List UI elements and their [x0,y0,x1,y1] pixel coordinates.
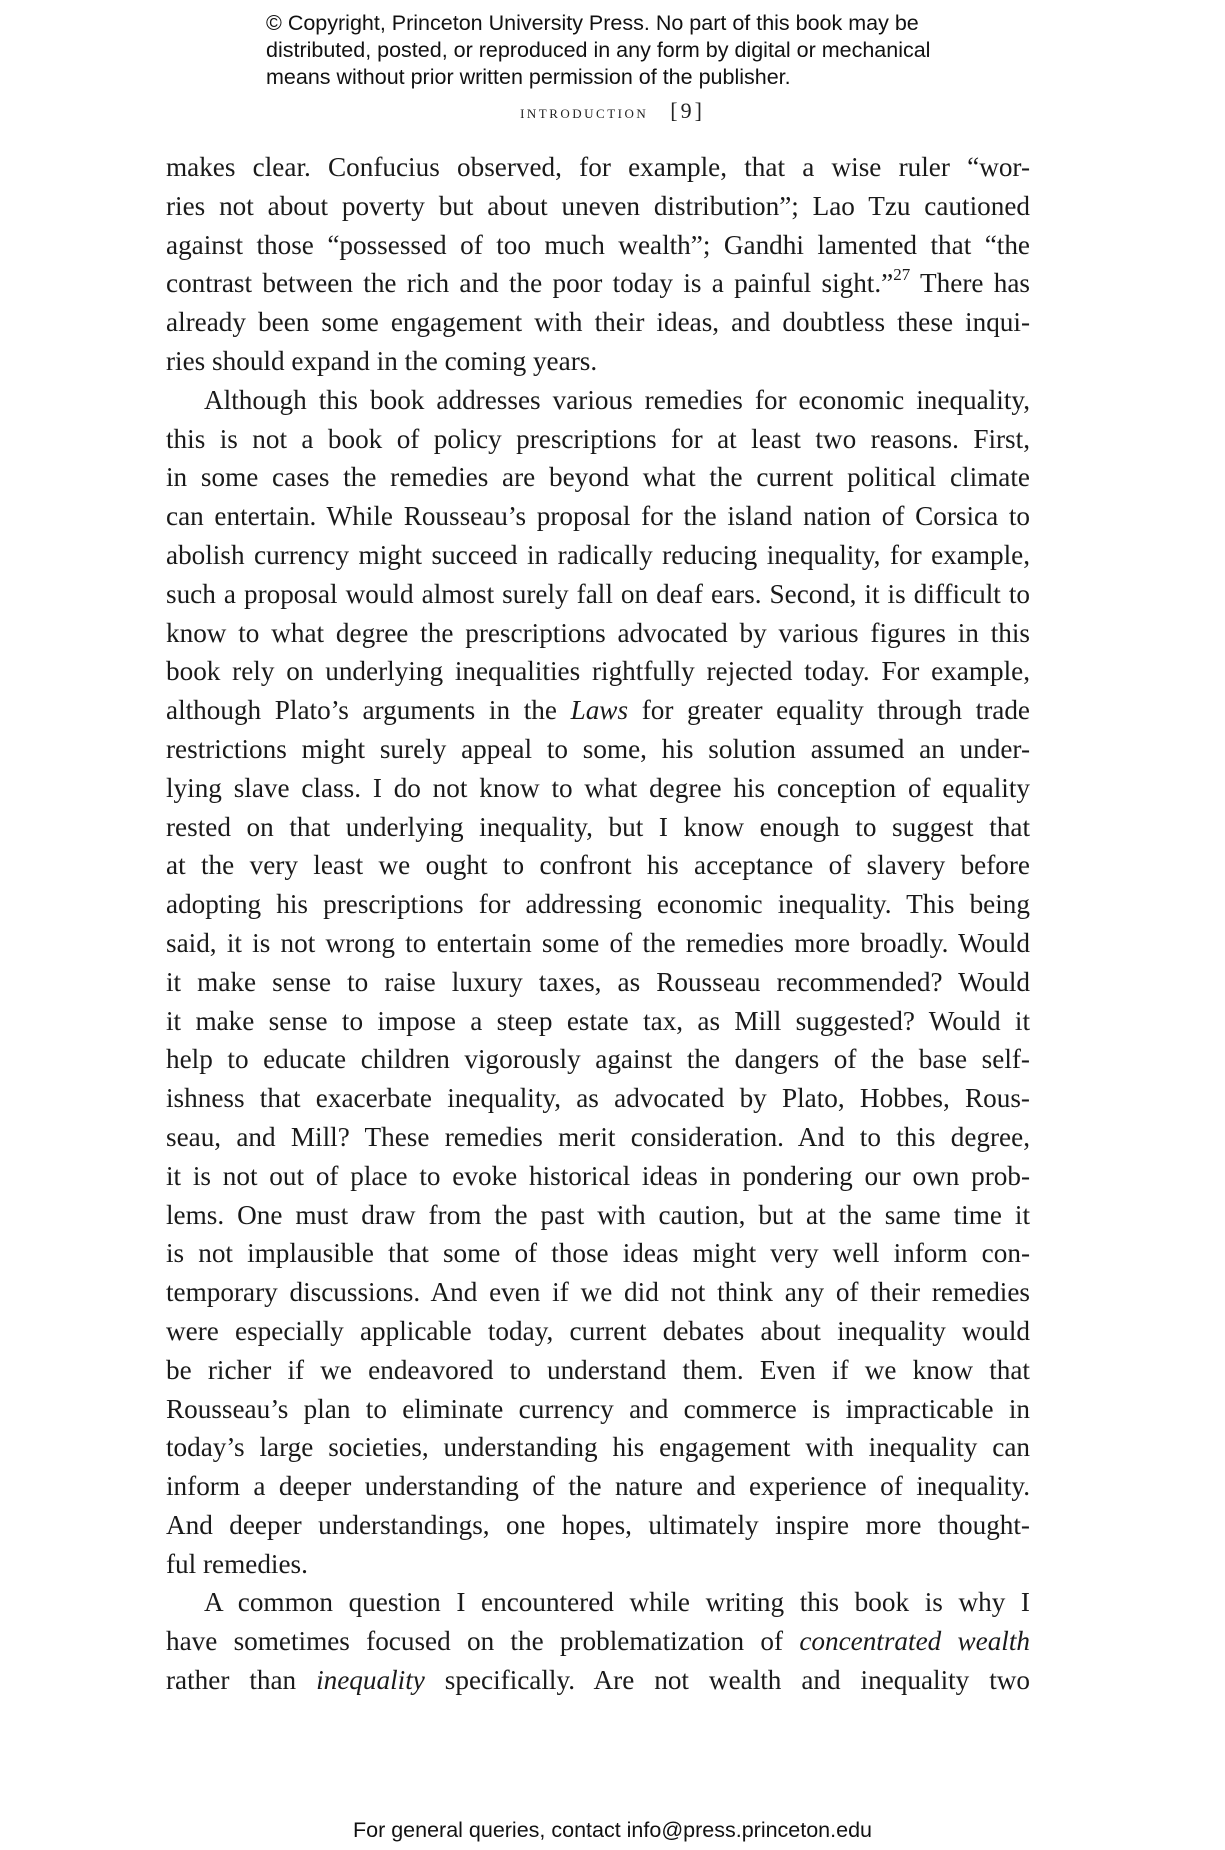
text-line: such a proposal would almost surely fall on deaf ears. Second, it is difficult to [166,578,1030,609]
section-title: introduction [520,102,649,123]
body-text [166,148,1030,1700]
text-run: contrast between the rich and the poor today is a painful sight.” [166,268,894,299]
copyright-line: means without prior written permission of the publisher. [266,65,791,89]
text-line: this is not a book of policy prescriptions for at least two reasons. First, [166,423,1030,454]
text-line: said, it is not wrong to entertain some of the remedies more broadly. Would [166,927,1030,958]
text-line: ful remedies. [166,1548,308,1579]
text-line: be richer if we endeavored to understand them. Even if we know that [166,1354,1030,1385]
text-line: makes clear. Confucius observed, for example, that a wise ruler “wor- [166,152,1030,182]
emphasis-text: inequality [316,1665,425,1696]
text-line: book rely on underlying inequalities rightfully rejected today. For example, [166,656,1030,687]
copyright-line: distributed, posted, or reproduced in any form by digital or mechanical [266,38,931,62]
text-run: specifically. Are not wealth and inequality two [424,1665,1030,1696]
text-line: lems. One must draw from the past with caution, but at the same time it [166,1199,1030,1230]
text-line: ishness that exacerbate inequality, as advocated by Plato, Hobbes, Rous- [166,1083,1030,1114]
text-line: ries should expand in the coming years. [166,345,598,376]
copyright-line: © Copyright, Princeton University Press. No part of this book may be [266,11,919,35]
text-line: can entertain. While Rousseau’s proposal for the island nation of Corsica to [166,501,1030,532]
emphasis-text: concentrated wealth [799,1626,1031,1657]
page-number: [9] [670,98,705,123]
text-line: ries not about poverty but about uneven distribution”; Lao Tzu cautioned [166,190,1030,221]
text-line: A common question I encountered while writing this book is why I [204,1587,1030,1618]
text-line: inform a deeper understanding of the nature and experience of inequality. [166,1471,1030,1502]
text-line: at the very least we ought to confront his acceptance of slavery before [166,850,1030,881]
text-line: And deeper understandings, one hopes, ultimately inspire more thought- [166,1509,1030,1540]
text-line [166,1661,1030,1700]
text-line: already been some engagement with their ideas, and doubtless these inqui- [166,307,1030,338]
text-line: were especially applicable today, current debates about inequality would [166,1315,1030,1346]
text-line: rested on that underlying inequality, but I know enough to suggest that [166,811,1030,842]
book-title-laws: Laws [570,695,629,726]
text-line: it make sense to raise luxury taxes, as Rousseau recommended? Would [166,966,1030,997]
text-line: know to what degree the prescriptions advocated by various figures in this [166,617,1030,648]
text-line: Although this book addresses various remedies for economic inequality, [204,384,1030,415]
text-line: abolish currency might succeed in radically reducing inequality, for example, [166,539,1030,570]
text-run: have sometimes focused on the problematization of [166,1626,800,1657]
text-line: today’s large societies, understanding his engagement with inequality can [166,1432,1030,1463]
text-line: restrictions might surely appeal to some, his solution assumed an under- [166,733,1030,764]
running-head [0,98,1225,124]
text-run: rather than [166,1665,317,1696]
text-line [166,1622,1030,1661]
contact-footer: For general queries, contact info@press.princeton.edu [352,1818,872,1842]
text-line: it is not out of place to evoke historical ideas in pondering our own prob- [166,1160,1030,1191]
text-line: Rousseau’s plan to eliminate currency and commerce is impracticable in [166,1393,1030,1424]
text-line: against those “possessed of too much wealth”; Gandhi lamented that “the [166,229,1030,260]
text-run: although Plato’s arguments in the [166,695,571,726]
text-run: for greater equality through trade [628,695,1030,726]
text-line: adopting his prescriptions for addressing economic inequality. This being [166,889,1030,920]
text-line: help to educate children vigorously against the dangers of the base self- [166,1044,1030,1075]
text-line: temporary discussions. And even if we did not think any of their remedies [166,1277,1030,1308]
text-line: lying slave class. I do not know to what degree his conception of equality [166,772,1030,803]
text-line: it make sense to impose a steep estate tax, as Mill suggested? Would it [166,1005,1030,1036]
text-line [166,264,1030,303]
text-line [166,691,1030,730]
copyright-notice [266,10,986,91]
text-line: in some cases the remedies are beyond what the current political climate [166,462,1030,493]
text-line: is not implausible that some of those ideas might very well inform con- [166,1238,1030,1269]
footnote-ref: 27 [893,265,911,285]
text-run: There has [910,268,1031,299]
text-line: seau, and Mill? These remedies merit consideration. And to this degree, [166,1121,1030,1152]
